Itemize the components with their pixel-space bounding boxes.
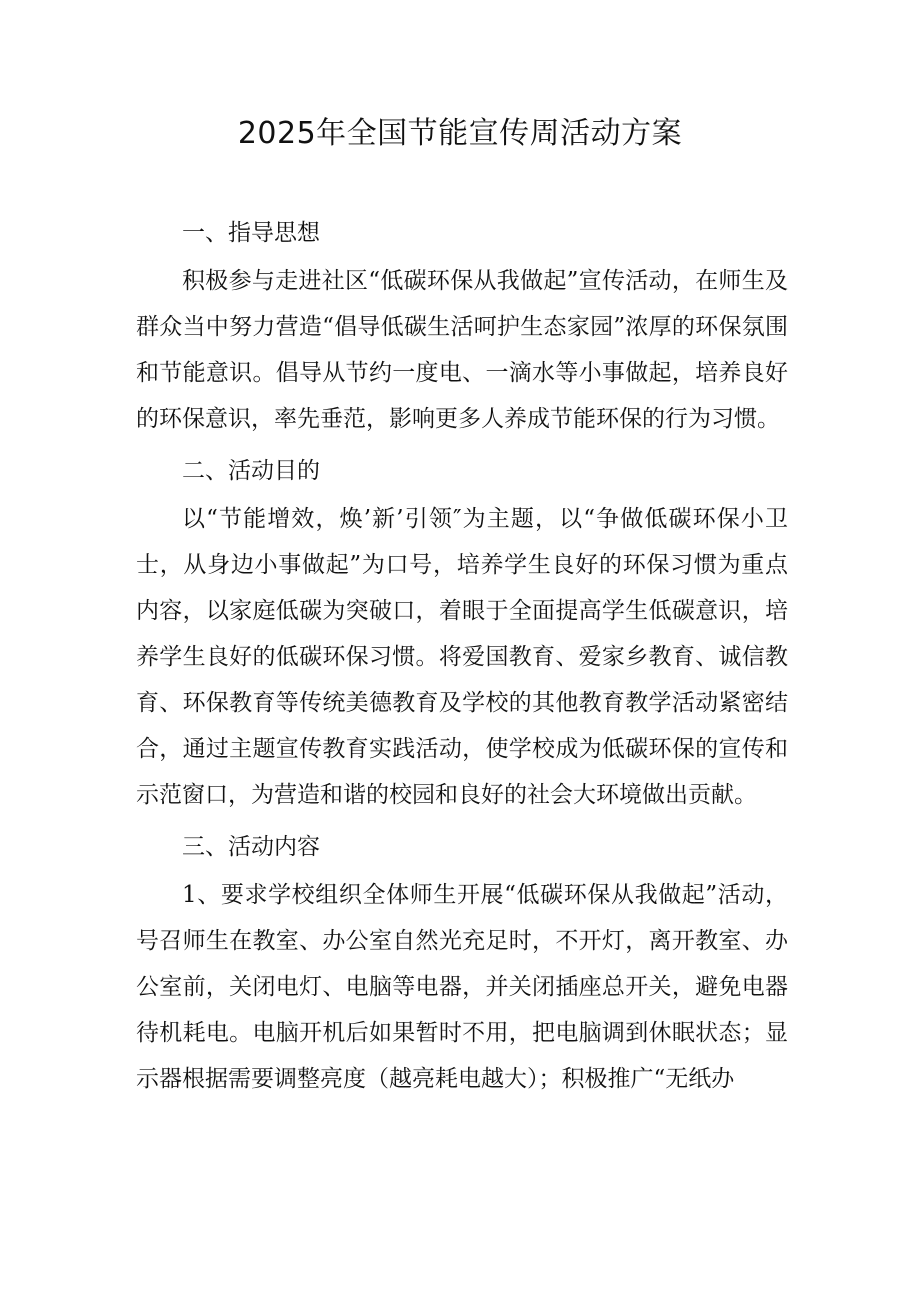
paragraph-activity-content-item-1: 1、要求学校组织全体师生开展“低碳环保从我做起”活动，号召师生在教室、办公室自然光充足时，不开灯，离开教室、办公室前，关闭电灯、电脑等电器，并关闭插座总开关，避免电器待机耗电。电脑开机后如果暂时不用，把电脑调到休眠状态；显示器根据需要调整亮度（越亮耗电越大）；积极推广“无纸办 [136, 882, 788, 1092]
section-heading-activity-purpose: 二、活动目的 [182, 458, 320, 484]
paragraph-activity-purpose: 以“节能增效，焕’新’引领″为主题，以“争做低碳环保小卫士，从身边小事做起”为口号，培养学生良好的环保习惯为重点内容，以家庭低碳为突破口，着眼于全面提高学生低碳意识，培养学生良好的低碳环保习惯。将爱国教育、爱家乡教育、诚信教育、环保教育等传统美德教育及学校的其他教育教学活动紧密结合，通过主题宣传教育实践活动，使学校成为低碳环保的宣传和示范窗口，为营造和谐的校园和良好的社会大环境做出贡献。 [136, 506, 788, 808]
document-body [136, 210, 788, 1108]
document-title: 2025年全国节能宣传周活动方案 [237, 116, 683, 151]
section-heading-guiding-ideology: 一、指导思想 [182, 220, 320, 246]
paragraph-guiding-ideology: 积极参与走进社区“低碳环保从我做起”宣传活动，在师生及群众当中努力营造“倡导低碳生活呵护生态家园”浓厚的环保氛围和节能意识。倡导从节约一度电、一滴水等小事做起，培养良好的环保意识，率先垂范，影响更多人养成节能环保的行为习惯。 [136, 268, 788, 432]
section-heading-activity-content: 三、活动内容 [182, 834, 320, 860]
